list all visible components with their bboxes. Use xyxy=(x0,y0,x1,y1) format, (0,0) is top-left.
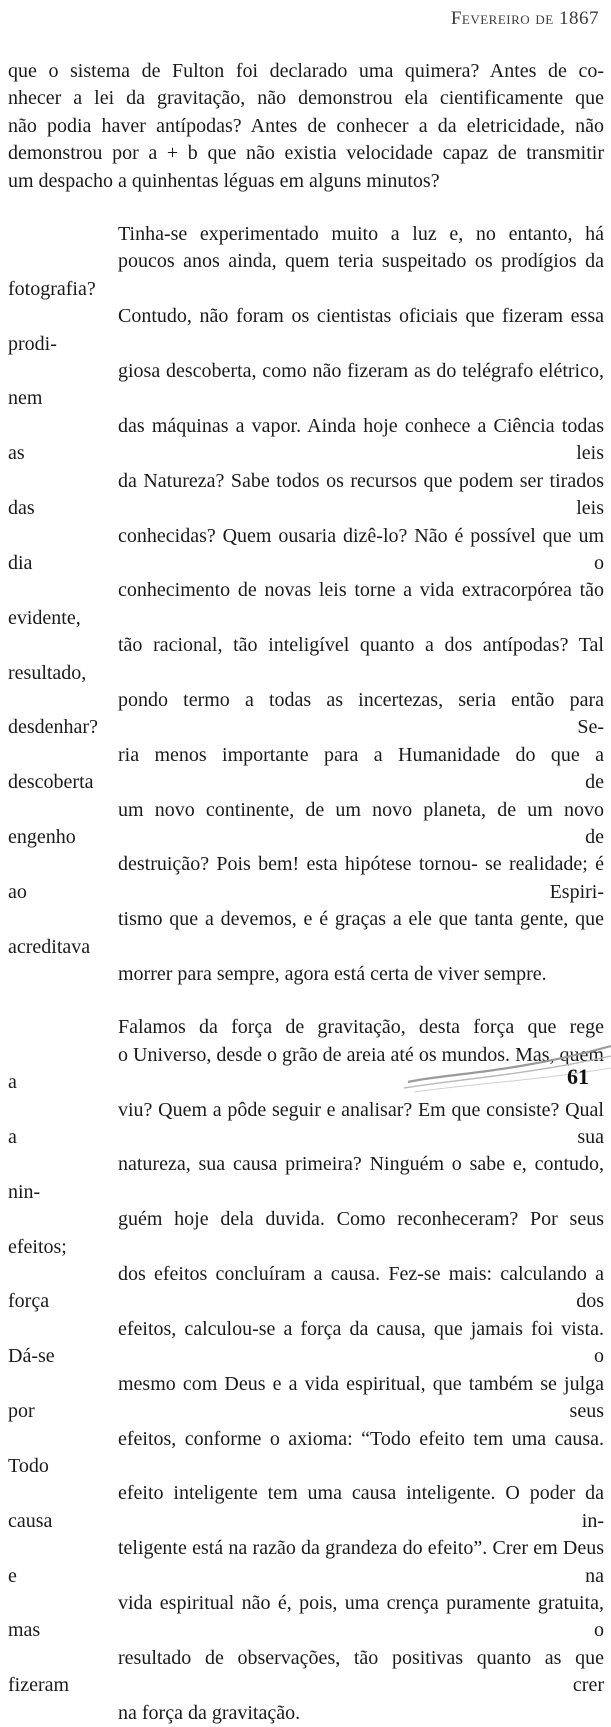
body-text xyxy=(8,58,604,1727)
text-line: tismo que a devemos, e é graças a ele que tanta gente, que acreditava xyxy=(8,908,604,958)
running-head: Fevereiro de 1867 xyxy=(450,8,599,29)
text-line: nhecer a lei da gravitação, não demonstrou ela cientificamente que xyxy=(8,87,604,110)
text-line: efeitos, calculou-se a força da causa, que jamais foi vista. Dá-se o xyxy=(8,1317,604,1368)
text-line: natureza, sua causa primeira? Ninguém o sabe e, contudo, nin- xyxy=(8,1153,604,1203)
text-line: pondo termo a todas as incertezas, seria então para desdenhar? Se- xyxy=(8,688,604,739)
text-line: resultado de observações, tão positivas quanto as que fizeram crer xyxy=(8,1646,604,1697)
text-line: efeito inteligente tem uma causa inteligente. O poder da causa in- xyxy=(8,1482,604,1532)
text-line: Contudo, não foram os cientistas oficiais que fizeram essa prodi- xyxy=(8,305,604,355)
paragraph xyxy=(8,58,604,195)
text-line: demonstrou por a + b que não existia velocidade capaz de transmitir xyxy=(8,142,604,165)
text-line: vida espiritual não é, pois, uma crença puramente gratuita, mas o xyxy=(8,1591,604,1642)
text-line: guém hoje dela duvida. Como reconheceram? Por seus efeitos; xyxy=(8,1208,604,1258)
paragraph-gap xyxy=(8,988,604,1014)
text-line: mesmo com Deus e a vida espiritual, que também se julga por seus xyxy=(8,1372,604,1423)
text-line: Falamos da força de gravitação, desta força que rege xyxy=(118,1016,604,1039)
text-line: não podia haver antípodas? Antes de conhecer a da eletricidade, não xyxy=(8,114,604,137)
text-line: ria menos importante para a Humanidade do que a descoberta de xyxy=(8,743,604,794)
text-line: Tinha-se experimentado muito a luz e, no entanto, há xyxy=(118,223,604,246)
text-line: teligente está na razão da grandeza do efeito”. Crer em Deus e na xyxy=(8,1537,604,1587)
text-line: poucos anos ainda, quem teria suspeitado os prodígios da fotografia? xyxy=(8,250,604,300)
text-line: um despacho a quinhentas léguas em alguns minutos? xyxy=(8,169,440,192)
text-line: na força da gravitação. xyxy=(118,1701,301,1724)
paragraph-gap xyxy=(8,195,604,221)
text-line: efeitos, conforme o axioma: “Todo efeito tem uma causa. Todo xyxy=(8,1427,604,1477)
text-line: um novo continente, de um novo planeta, de um novo engenho de xyxy=(8,798,604,848)
paragraph xyxy=(8,1014,604,1727)
text-line: viu? Quem a pôde seguir e analisar? Em que consiste? Qual a sua xyxy=(8,1098,604,1149)
text-line: da Natureza? Sabe todos os recursos que podem ser tirados das leis xyxy=(8,469,604,520)
paragraph xyxy=(8,221,604,988)
text-line: morrer para sempre, agora está certa de viver sempre. xyxy=(118,963,547,985)
page-number: 61 xyxy=(567,1064,589,1089)
text-line: das máquinas a vapor. Ainda hoje conhece a Ciência todas as leis xyxy=(8,414,604,465)
text-line: giosa descoberta, como não fizeram as do telégrafo elétrico, nem xyxy=(8,360,604,410)
text-line: o Universo, desde o grão de areia até os mundos. Mas, quem a xyxy=(8,1043,604,1094)
text-line: que o sistema de Fulton foi declarado uma quimera? Antes de co- xyxy=(8,60,604,82)
text-line: tão racional, tão inteligível quanto a dos antípodas? Tal resultado, xyxy=(8,634,604,684)
text-line: destruição? Pois bem! esta hipótese tornou- se realidade; é ao Espiri- xyxy=(8,853,604,903)
text-line: conhecidas? Quem ousaria dizê-lo? Não é possível que um dia o xyxy=(8,524,604,574)
text-line: dos efeitos concluíram a causa. Fez-se mais: calculando a força dos xyxy=(8,1263,604,1313)
text-line: conhecimento de novas leis torne a vida extracorpórea tão evidente, xyxy=(8,579,604,629)
